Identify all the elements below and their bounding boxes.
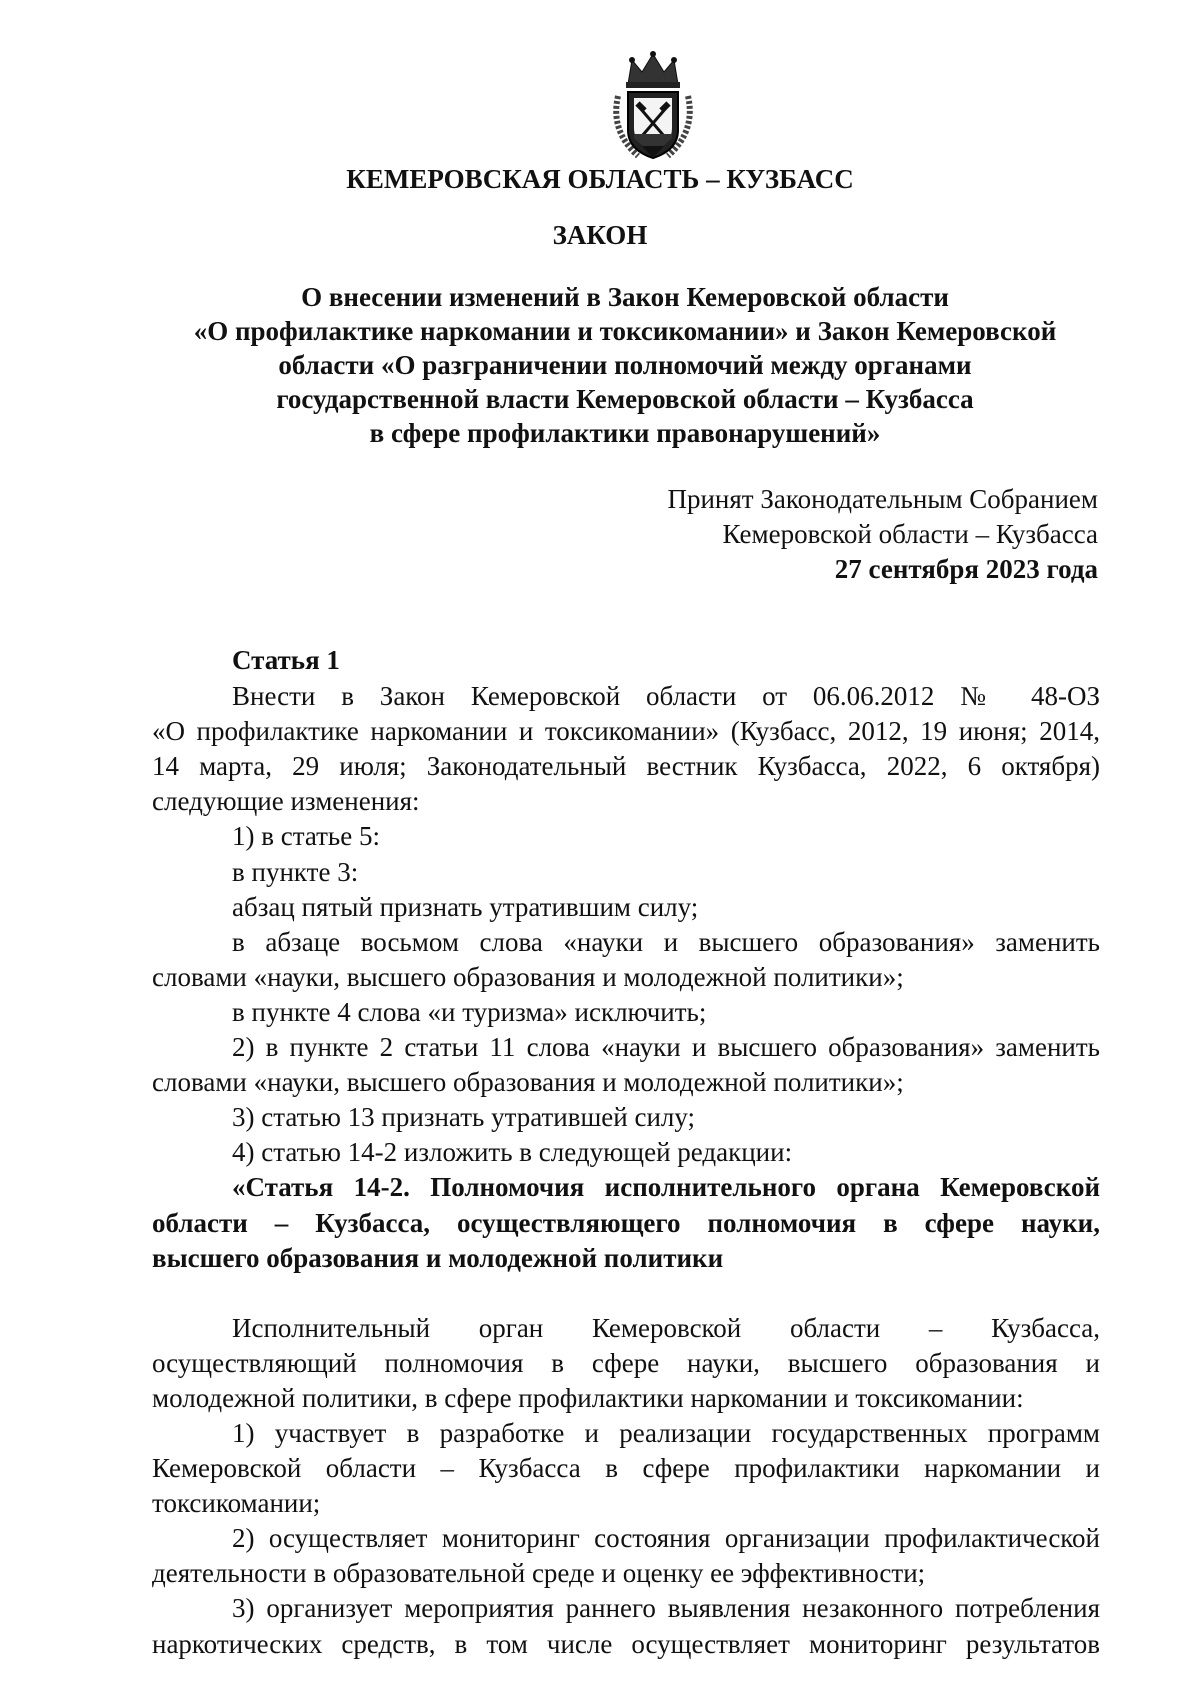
region-name: КЕМЕРОВСКАЯ ОБЛАСТЬ – КУЗБАСС bbox=[346, 164, 854, 194]
text-line: осуществляющий полномочия в сфере науки, высшего образования и bbox=[152, 1347, 1100, 1378]
new-article-intro-cont bbox=[152, 1346, 1100, 1416]
text-line: области – Кузбасса, осуществляющего полномочия в сфере науки, bbox=[152, 1207, 1100, 1238]
sub-item bbox=[152, 1521, 1100, 1556]
law-title-line: «О профилактике наркомании и токсикомании» и Закон Кемеровской bbox=[193, 316, 1057, 346]
text-line: 2) осуществляет мониторинг состояния организации профилактической bbox=[232, 1523, 1100, 1554]
list-item bbox=[152, 925, 1100, 960]
law-title bbox=[150, 280, 1100, 450]
text-line: 14 марта, 29 июля; Законодательный вестник Кузбасса, 2022, 6 октября) bbox=[152, 751, 1100, 782]
list-item: 4) статью 14-2 изложить в следующей редакции: bbox=[232, 1137, 793, 1168]
law-title-line: О внесении изменений в Закон Кемеровской области bbox=[301, 282, 949, 312]
text-line: «Статья 14-2. Полномочия исполнительного органа Кемеровской bbox=[232, 1172, 1100, 1203]
sub-item bbox=[152, 1591, 1100, 1626]
sub-item-cont bbox=[152, 1556, 1100, 1591]
article-heading: Статья 1 bbox=[232, 645, 340, 675]
new-article-intro bbox=[152, 1311, 1100, 1346]
text-line: Исполнительный орган Кемеровской области – Кузбасса, bbox=[232, 1312, 1100, 1343]
text-line: молодежной политики, в сфере профилактики наркомании и токсикомании: bbox=[152, 1382, 1024, 1413]
article-intro bbox=[152, 679, 1100, 714]
list-item: 3) статью 13 признать утратившей силу; bbox=[232, 1102, 696, 1133]
adoption-block bbox=[667, 482, 1098, 587]
list-item bbox=[152, 1030, 1100, 1065]
new-article-heading-cont bbox=[152, 1206, 1100, 1276]
text-line: следующие изменения: bbox=[152, 786, 420, 817]
text-line: высшего образования и молодежной политики bbox=[152, 1242, 724, 1273]
list-item: в пункте 3: bbox=[232, 856, 359, 887]
new-article-heading bbox=[152, 1170, 1100, 1205]
text-line: в абзаце восьмом слова «науки и высшего образования» заменить bbox=[232, 926, 1100, 957]
adoption-date: 27 сентября 2023 года bbox=[834, 554, 1098, 584]
adoption-line: Принят Законодательным Собранием bbox=[667, 484, 1098, 514]
law-title-line: в сфере профилактики правонарушений» bbox=[369, 418, 881, 448]
sub-item bbox=[152, 1416, 1100, 1451]
list-item-cont bbox=[152, 1065, 1100, 1100]
sub-item-cont bbox=[152, 1451, 1100, 1521]
text-line: Кемеровской области – Кузбасса в сфере профилактики наркомании и bbox=[152, 1453, 1100, 1484]
sub-item-cont bbox=[152, 1627, 1100, 1662]
document-type: ЗАКОН bbox=[552, 220, 648, 250]
text-line: словами «науки, высшего образования и молодежной политики»; bbox=[152, 1067, 904, 1098]
list-item: в пункте 4 слова «и туризма» исключить; bbox=[232, 996, 707, 1027]
article-intro-cont bbox=[152, 714, 1100, 819]
text-line: Внести в Закон Кемеровской области от 06.06.2012 № 48-ОЗ bbox=[232, 681, 1100, 712]
text-line: 1) участвует в разработке и реализации государственных программ bbox=[232, 1417, 1100, 1448]
text-line: 3) организует мероприятия раннего выявления незаконного потребления bbox=[232, 1593, 1100, 1624]
list-item: 1) в статье 5: bbox=[232, 821, 380, 852]
text-line: словами «науки, высшего образования и молодежной политики»; bbox=[152, 961, 904, 992]
kuzbass-coat-of-arms-icon bbox=[608, 46, 698, 166]
list-item-cont bbox=[152, 960, 1100, 995]
text-line: «О профилактике наркомании и токсикомании» (Кузбасс, 2012, 19 июня; 2014, bbox=[152, 716, 1100, 747]
adoption-line: Кемеровской области – Кузбасса bbox=[722, 519, 1098, 549]
law-title-line: области «О разграничении полномочий между органами bbox=[278, 350, 972, 380]
text-line: 2) в пункте 2 статьи 11 слова «науки и высшего образования» заменить bbox=[232, 1032, 1100, 1063]
article-1 bbox=[152, 643, 1100, 1662]
law-title-line: государственной власти Кемеровской области – Кузбасса bbox=[276, 384, 974, 414]
spacer bbox=[152, 1276, 1100, 1311]
text-line: токсикомании; bbox=[152, 1488, 321, 1519]
text-line: наркотических средств, в том числе осуществляет мониторинг результатов bbox=[152, 1628, 1100, 1659]
list-item: абзац пятый признать утратившим силу; bbox=[232, 891, 699, 922]
text-line: деятельности в образовательной среде и оценку ее эффективности; bbox=[152, 1558, 926, 1589]
